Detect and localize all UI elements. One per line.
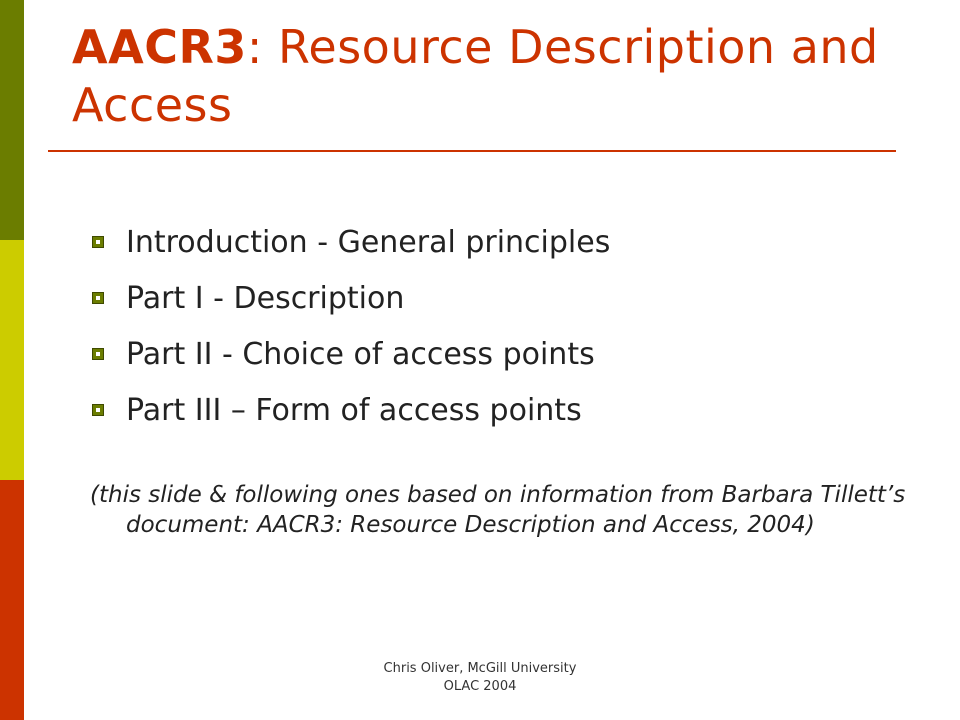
slide-title-rest: : Resource Description and Access: [72, 20, 879, 132]
square-bullet-icon: [92, 292, 104, 304]
square-bullet-icon: [92, 236, 104, 248]
footer-author: Chris Oliver, McGill University: [383, 661, 577, 676]
bullet-text: Introduction - General principles: [126, 224, 611, 260]
bullet-item: [92, 382, 610, 438]
title-divider: [48, 150, 896, 152]
slide-footer: [280, 660, 680, 696]
side-bar-red: [0, 480, 24, 720]
square-bullet-icon: [92, 404, 104, 416]
source-note: (this slide & following ones based on information from Barbara Tillett’s document: AACR3: Resource Description and Access, 2004): [90, 482, 906, 538]
footer-event: OLAC 2004: [443, 679, 517, 694]
bullet-item: [92, 270, 610, 326]
side-bar-yellow: [0, 240, 24, 480]
slide-title: [72, 18, 912, 134]
slide-title-bold: AACR3: [72, 20, 247, 74]
side-bar-olive: [0, 0, 24, 240]
bullet-item: [92, 326, 610, 382]
square-bullet-icon: [92, 348, 104, 360]
bullet-text: Part I - Description: [126, 280, 405, 316]
bullet-text: Part II - Choice of access points: [126, 336, 595, 372]
bullet-item: [92, 214, 610, 270]
bullet-list: [92, 214, 610, 438]
bullet-text: Part III – Form of access points: [126, 392, 582, 428]
